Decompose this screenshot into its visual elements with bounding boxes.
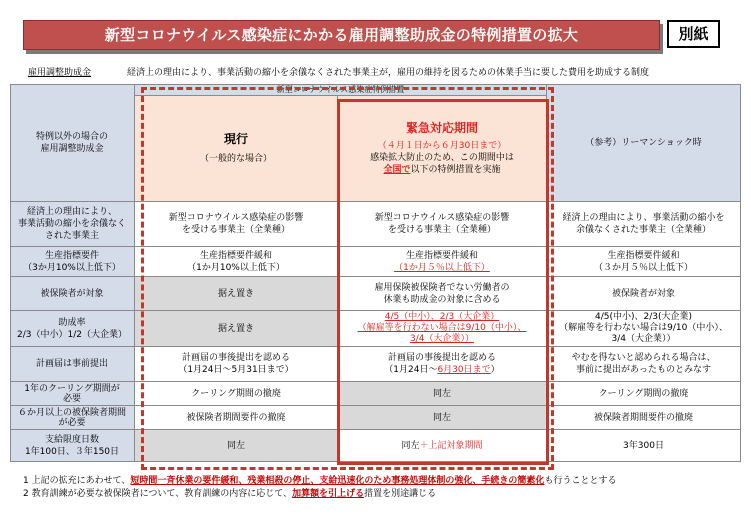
row-label-cooling: 1年のクーリング期間が 必要 [10,382,135,406]
row-label-insured: 被保険者が対象 [10,277,135,311]
attachment-tag: 別紙 [667,20,720,48]
col-header-current [135,96,338,202]
cell-eligibility-current: 新型コロナウイルス感染症の影響 を受ける事業主（全業種） [135,202,338,247]
current-title: 現行 [223,131,248,146]
cell-limit-lehman: 3年300日 [547,430,741,462]
cell-production-lehman: 生産指標要件緩和 （３か月５％以上低下） [547,247,741,277]
emergency-period: （４月１日から６月30日まで） [377,140,507,151]
row-label-subsidy-rate: 助成率 2/3（中小）1/2（大企業） [10,311,135,347]
row-label-insured-period: ６か月以上の被保険者期間 が必要 [10,406,135,430]
emergency-title: 緊急対応期間 [405,120,478,135]
row-label-day-limit: 支給限度日数 1年100日、３年150日 [10,430,135,462]
cell-eligibility-emergency: 新型コロナウイルス感染症の影響 を受ける事業主（全業種） [338,202,547,247]
emergency-desc-hl: 全国で [383,164,411,175]
cell-plan-current: 計画届の事後提出を認める （1月24日～5月31日まで） [135,347,338,382]
page-title: 新型コロナウイルス感染症にかかる雇用調整助成金の特例措置の拡大 [104,26,579,44]
row-label-plan: 計画届は事前提出 [10,347,135,382]
emergency-desc-1: 感染拡大防止のため、この期間中は [370,152,514,163]
cell-period-lehman: 被保険者期間要件の撤廃 [547,406,741,430]
intro-label: 雇用調整助成金 [28,68,92,78]
cell-insured-lehman: 被保険者が対象 [547,277,741,311]
cell-rate-current: 据え置き [135,311,338,347]
special-measures-header: 新型コロナウイルス感染症特例措置 [135,84,547,96]
row-label-production-index: 生産指標要件 （3か月10%以上低下） [10,247,135,277]
cell-cooling-emergency: 同左 [338,382,547,406]
intro-text: 経済上の理由により、事業活動の縮小を余儀なくされた事業主が，雇用の維持を図るための休業手当に要した費用を助成する制度 [127,68,650,78]
cell-plan-emergency: 計画届の事後提出を認める （1月24日～6月30日まで） [338,347,547,382]
cell-production-current: 生産指標要件緩和 （1か月10%以上低下） [135,247,338,277]
row-label-eligibility: 経済上の理由により、 事業活動の縮小を余儀なく された事業主 [10,202,135,247]
cell-limit-emergency: 同左 ＋上記対象期間 [338,430,547,462]
cell-period-current: 被保険者期間要件の撤廃 [135,406,338,430]
cell-cooling-current: クーリング期間の撤廃 [135,382,338,406]
note-1: 1 上記の拡充にあわせて、短時間一斉休業の要件緩和、残業相殺の停止、支給迅速化のため事務処理体制の強化、手続きの簡素化も行うこととする [23,476,617,486]
comparison-table [10,84,741,462]
cell-rate-lehman: 4/5(中小)、2/3(大企業) （解雇等を行わない場合は9/10（中小）、 3/4（大企業）） [547,311,741,347]
cell-insured-current: 据え置き [135,277,338,311]
note-2: 2 教育訓練が必要な被保険者について、教育訓練の内容に応じて、加算額を引上げる措置を別途講じる [23,489,437,499]
cell-cooling-lehman: クーリング期間の撤廃 [547,382,741,406]
cell-production-emergency: 生産指標要件緩和 （1か月５％以上低下） [338,247,547,277]
cell-plan-lehman: やむを得ないと認められる場合は、 事前に提出があったものとみなす [547,347,741,382]
emergency-desc-2: 全国で以下の特例措置を実施 [383,164,501,175]
cell-eligibility-lehman: 経済上の理由により、事業活動の縮小を 余儀なくされた事業主（全業種） [547,202,741,247]
cell-rate-emergency: 4/5（中小）、2/3（大企業） （解雇等を行わない場合は9/10（中小）、 3/4（大企業）） [338,311,547,347]
cell-period-emergency: 同左 [338,406,547,430]
title-banner [23,20,660,50]
cell-limit-current: 同左 [135,430,338,462]
col-header-lehman: （参考）リーマンショック時 [547,84,741,202]
current-subtitle: （一般的な場合） [199,153,272,164]
col-header-standard: 特例以外の場合の 雇用調整助成金 [10,84,135,202]
cell-insured-emergency: 雇用保険被保険者でない労働者の 休業も助成金の対象に含める [338,277,547,311]
col-header-emergency [338,96,547,202]
